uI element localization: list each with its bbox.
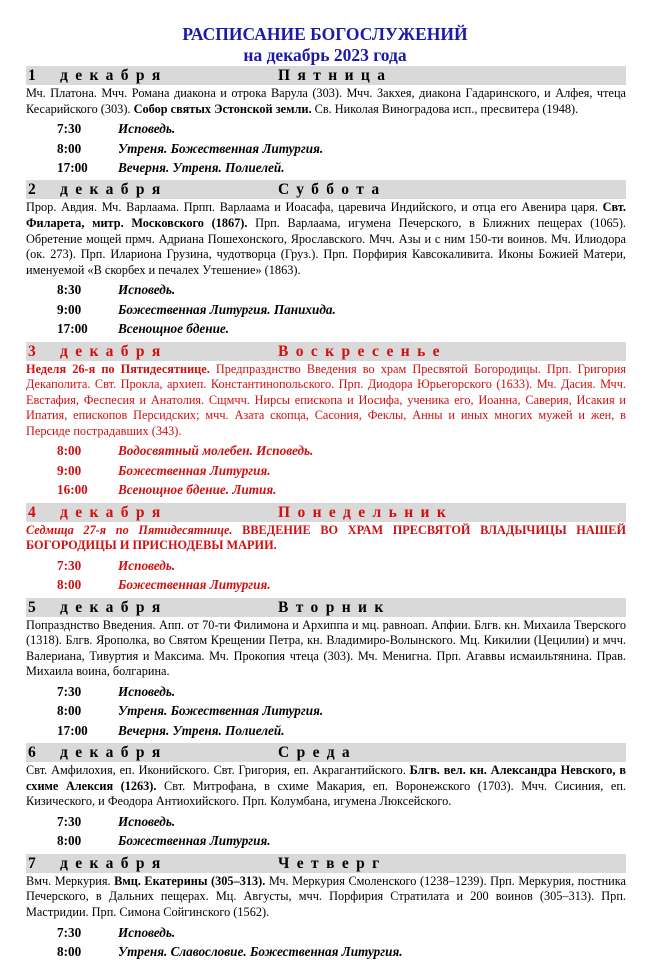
- saints-commemoration: [26, 874, 626, 921]
- service-time: 8:00: [26, 441, 118, 460]
- day-weekday: Понедельник: [278, 504, 453, 521]
- day-month: декабря: [60, 598, 278, 617]
- commemoration-text: Прор. Авдия. Мч. Варлаама. Прпп. Варлаама и Иоасафа, царевича Индийского, и отца его Авенира царя.: [26, 200, 603, 214]
- service-row: [26, 942, 626, 961]
- service-name: Исповедь.: [118, 684, 175, 699]
- saints-commemoration: [26, 86, 626, 117]
- day-header: [26, 180, 626, 199]
- service-row: [26, 441, 626, 460]
- service-name: Утреня. Славословие. Божественная Литургия.: [118, 944, 403, 959]
- day-block: [26, 342, 626, 500]
- day-number: 1: [28, 66, 60, 85]
- commemoration-text: Свт. Митрофана, в схиме Макария, еп. Воронежского (1703). Мчч. Сисиния, еп. Кизического, и Феодора Антиохийского. Прп. Колумбана, игумена Люксейского.: [26, 779, 626, 809]
- day-header: [26, 854, 626, 873]
- service-time: 8:30: [26, 280, 118, 299]
- saints-commemoration: [26, 362, 626, 440]
- service-row: [26, 139, 626, 158]
- service-row: [26, 280, 626, 299]
- service-name: Всенощное бдение.: [118, 321, 229, 336]
- day-block: [26, 598, 626, 741]
- service-name: Вечерня. Утреня. Полиелей.: [118, 160, 285, 175]
- service-row: [26, 831, 626, 850]
- commemoration-text: Вмц. Екатерины (305–313).: [114, 874, 265, 888]
- days-list: [0, 66, 650, 961]
- services-list: [26, 812, 626, 851]
- service-name: Вечерня. Утреня. Полиелей.: [118, 723, 285, 738]
- service-time: 7:30: [26, 119, 118, 138]
- commemoration-text: Мч. Меркурия Смоленского (1238–1239). Прп. Меркурия, постника Печерского, в Дальних пещерах. Мц. Августы, мчч. Порфирия Стратилата и 200 воинов (305–313). Прп. Мастридии. Прп. Симона Сойгинского (1562).: [26, 874, 626, 919]
- saints-commemoration: [26, 200, 626, 278]
- service-name: Божественная Литургия.: [118, 577, 271, 592]
- services-list: [26, 923, 626, 961]
- day-header: [26, 743, 626, 762]
- service-row: [26, 158, 626, 177]
- saints-commemoration: [26, 618, 626, 680]
- service-time: 8:00: [26, 701, 118, 720]
- commemoration-text: Свт. Амфилохия, еп. Иконийского. Свт. Григория, еп. Акрагантийского.: [26, 763, 410, 777]
- day-weekday: Суббота: [278, 181, 387, 198]
- service-row: [26, 923, 626, 942]
- day-number: 3: [28, 342, 60, 361]
- day-block: [26, 854, 626, 961]
- service-name: Водосвятный молебен. Исповедь.: [118, 443, 313, 458]
- service-name: Исповедь.: [118, 814, 175, 829]
- day-weekday: Воскресенье: [278, 343, 447, 360]
- page-subtitle: на декабрь 2023 года: [0, 45, 650, 66]
- service-row: [26, 575, 626, 594]
- day-block: [26, 503, 626, 595]
- service-time: 8:00: [26, 831, 118, 850]
- commemoration-text: Мч. Платона. Мчч. Романа диакона и отрока Варула (303). Мчч. Закхея, диакона Гадаринского, и Алфея, чтеца Кесарийского (303).: [26, 86, 626, 116]
- commemoration-text: Вмч. Меркурия.: [26, 874, 114, 888]
- day-month: декабря: [60, 854, 278, 873]
- service-time: 17:00: [26, 158, 118, 177]
- commemoration-text: Свт. Филарета, митр. Московского (1867).: [26, 200, 626, 230]
- service-time: 17:00: [26, 319, 118, 338]
- service-time: 16:00: [26, 480, 118, 499]
- service-row: [26, 119, 626, 138]
- day-month: декабря: [60, 342, 278, 361]
- saints-commemoration: [26, 763, 626, 810]
- services-list: [26, 556, 626, 595]
- service-row: [26, 461, 626, 480]
- service-name: Божественная Литургия. Панихида.: [118, 302, 336, 317]
- commemoration-text: Седмица 27-я по Пятидесятнице.: [26, 523, 233, 537]
- service-time: 9:00: [26, 300, 118, 319]
- commemoration-text: Предпразднство Введения во храм Пресвятой Богородицы. Прп. Григория Декаполита. Свт. Прокла, архиеп. Константинопольского. Прп. Диодора Юрьегорского (1633). Мч. Дасия. Мчч. Евстафия, Феспесия и Анатолия. Сщмчч. Нирсы епископа и Иосифа, ученика его, Иоанна, Саверия, Исакия и Ипатия, епископов Персидских; мчч. Азата скопца, Сасония, Феклы, Анны и иных многих мужей и жен, в Персиде пострадавших (343).: [26, 362, 626, 438]
- day-block: [26, 180, 626, 338]
- day-header: [26, 598, 626, 617]
- day-month: декабря: [60, 66, 278, 85]
- service-name: Исповедь.: [118, 925, 175, 940]
- commemoration-text: Попразднство Введения. Апп. от 70-ти Филимона и Архиппа и мц. равноап. Апфии. Блгв. кн. Михаила Тверского (1318). Блгв. Ярополка, во Святом Крещении Петра, кн. Владимиро-Волынского. Мц. Кикилии (Цецилии) и мчч. Валериана, Тивуртия и Максима. Мч. Прокопия чтеца (303). Мч. Менигна. Прп. Агаввы исмаильтянина. Прав. Михаила воина, болгарина.: [26, 618, 626, 679]
- service-name: Божественная Литургия.: [118, 463, 271, 478]
- commemoration-text: Собор святых Эстонской земли.: [134, 102, 312, 116]
- day-number: 2: [28, 180, 60, 199]
- service-name: Исповедь.: [118, 121, 175, 136]
- service-time: 7:30: [26, 556, 118, 575]
- service-name: Исповедь.: [118, 282, 175, 297]
- service-name: Исповедь.: [118, 558, 175, 573]
- service-time: 9:00: [26, 461, 118, 480]
- day-month: декабря: [60, 503, 278, 522]
- day-month: декабря: [60, 743, 278, 762]
- day-weekday: Пятница: [278, 67, 392, 84]
- service-name: Всенощное бдение. Лития.: [118, 482, 276, 497]
- commemoration-text: Блгв. вел. кн. Александра Невского, в схиме Алексия (1263).: [26, 763, 626, 793]
- service-row: [26, 682, 626, 701]
- services-list: [26, 441, 626, 499]
- commemoration-text: Св. Николая Виноградова исп., пресвитера (1948).: [312, 102, 579, 116]
- service-time: 7:30: [26, 682, 118, 701]
- saints-commemoration: [26, 523, 626, 554]
- service-row: [26, 319, 626, 338]
- day-block: [26, 66, 626, 177]
- services-list: [26, 280, 626, 338]
- service-row: [26, 556, 626, 575]
- service-time: 8:00: [26, 139, 118, 158]
- day-number: 7: [28, 854, 60, 873]
- service-time: 8:00: [26, 942, 118, 961]
- services-list: [26, 119, 626, 177]
- service-row: [26, 721, 626, 740]
- day-header: [26, 66, 626, 85]
- service-time: 7:30: [26, 923, 118, 942]
- services-list: [26, 682, 626, 740]
- service-name: Божественная Литургия.: [118, 833, 271, 848]
- service-row: [26, 701, 626, 720]
- day-weekday: Четверг: [278, 855, 387, 872]
- page-title: РАСПИСАНИЕ БОГОСЛУЖЕНИЙ: [0, 0, 650, 45]
- service-name: Утреня. Божественная Литургия.: [118, 141, 323, 156]
- service-row: [26, 300, 626, 319]
- commemoration-text: Прп. Варлаама, игумена Печерского, в Ближних пещерах (1065). Обретение мощей прмч. Адриана Пошехонского, Ярославского. Мчч. Азы и с ним 150-ти воинов. Мч. Илиодора (ок. 273). Прп. Илариона Грузина, чудотворца (Груз.). Прп. Порфирия Кавсокаливита. Иконы Божией Матери, именуемой «В скорбех и печалех Утешение» (1863).: [26, 216, 626, 277]
- commemoration-text: Неделя 26-я по Пятидесятнице.: [26, 362, 210, 376]
- day-number: 5: [28, 598, 60, 617]
- service-time: 17:00: [26, 721, 118, 740]
- day-number: 4: [28, 503, 60, 522]
- day-header: [26, 342, 626, 361]
- day-weekday: Вторник: [278, 599, 391, 616]
- day-header: [26, 503, 626, 522]
- commemoration-text: ВВЕДЕНИЕ ВО ХРАМ ПРЕСВЯТОЙ ВЛАДЫЧИЦЫ НАШЕЙ БОГОРОДИЦЫ И ПРИСНОДЕВЫ МАРИИ.: [26, 523, 626, 553]
- day-month: декабря: [60, 180, 278, 199]
- service-time: 8:00: [26, 575, 118, 594]
- day-number: 6: [28, 743, 60, 762]
- service-time: 7:30: [26, 812, 118, 831]
- service-row: [26, 480, 626, 499]
- day-weekday: Среда: [278, 744, 357, 761]
- service-name: Утреня. Божественная Литургия.: [118, 703, 323, 718]
- service-row: [26, 812, 626, 831]
- day-block: [26, 743, 626, 851]
